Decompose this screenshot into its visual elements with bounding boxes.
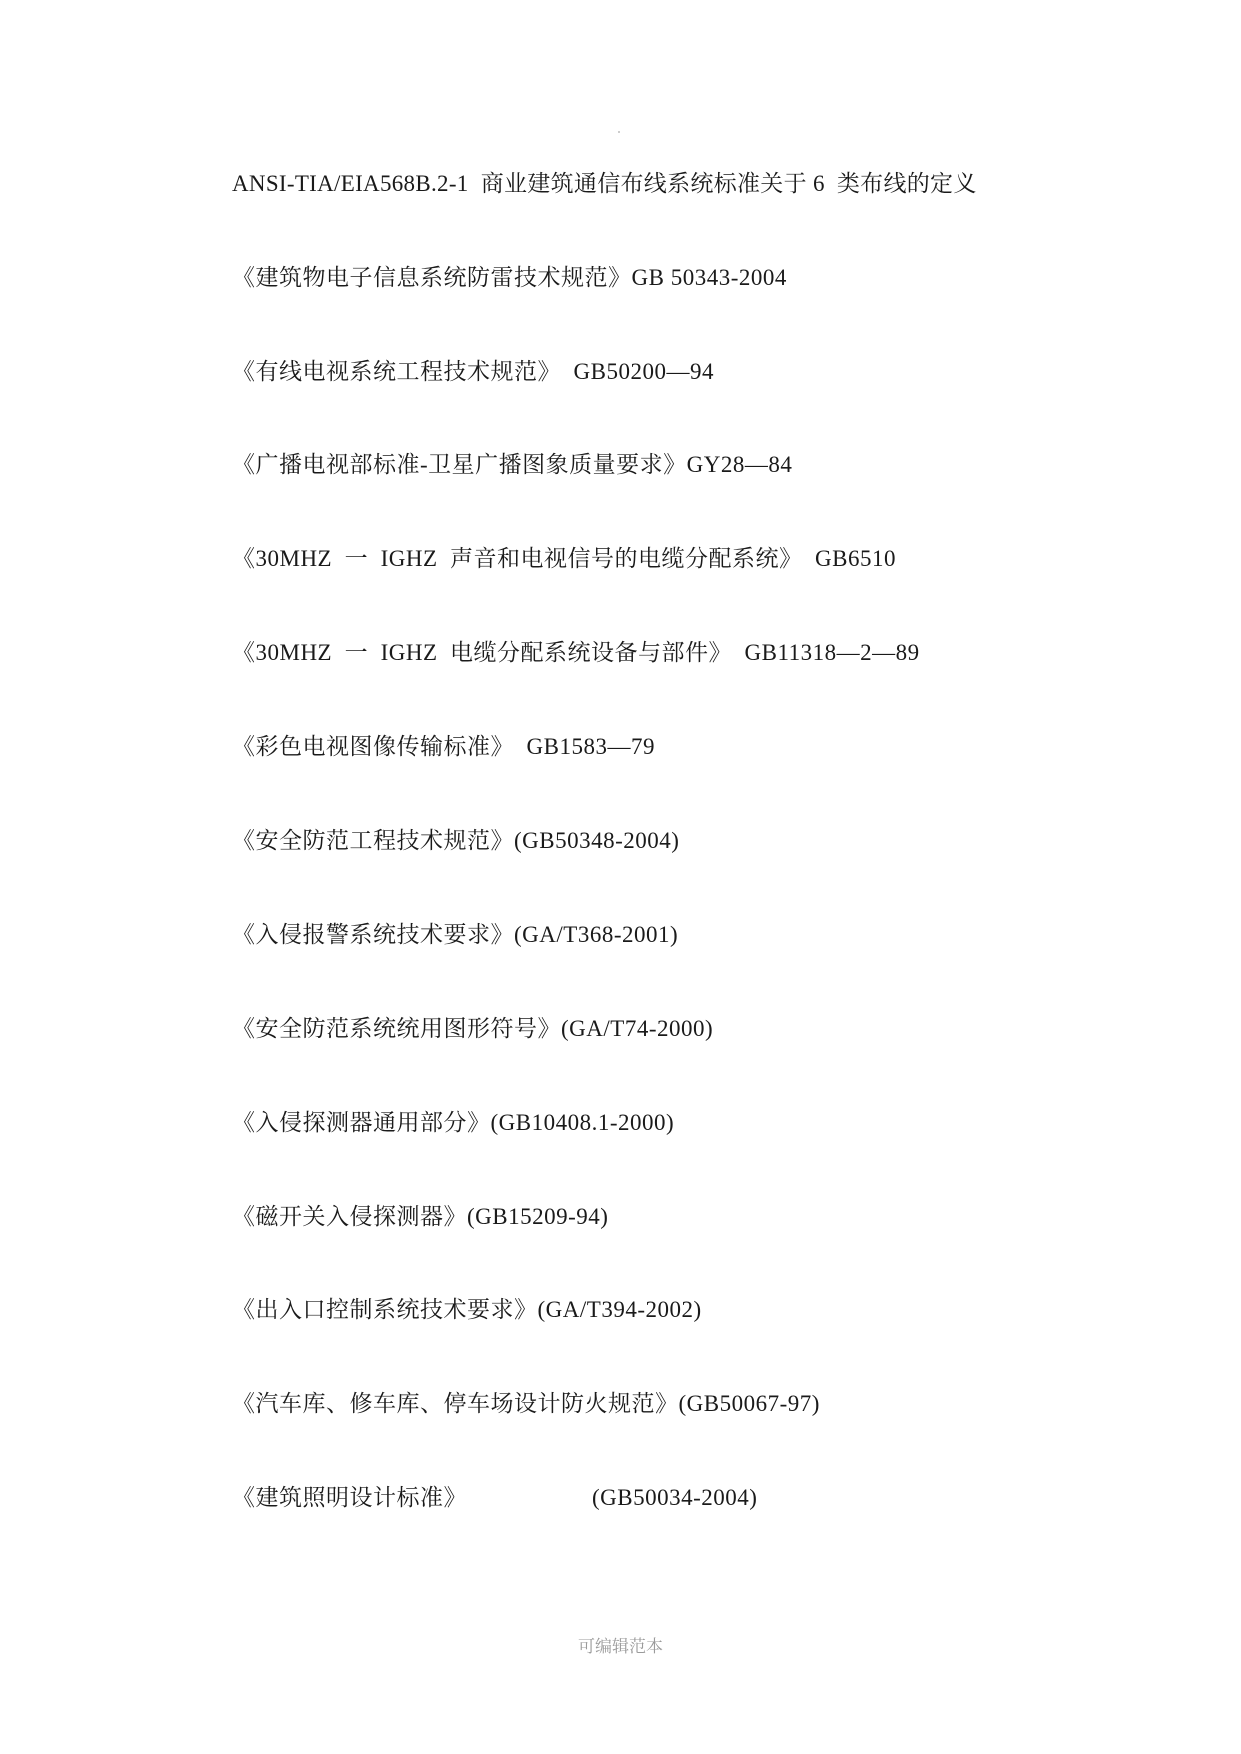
standard-line-2: 《建筑物电子信息系统防雷技术规范》GB 50343-2004 bbox=[232, 265, 787, 290]
standard-line-12: 《磁开关入侵探测器》(GB15209-94) bbox=[232, 1204, 609, 1229]
standard-line-6: 《30MHZ 一 IGHZ 电缆分配系统设备与部件》 GB11318—2—89 bbox=[232, 640, 920, 665]
standard-line-5: 《30MHZ 一 IGHZ 声音和电视信号的电缆分配系统》 GB6510 bbox=[232, 546, 896, 571]
footer-label: 可编辑范本 bbox=[578, 1637, 663, 1657]
header-mark bbox=[618, 131, 620, 133]
standard-line-15: 《建筑照明设计标准》 (GB50034-2004) bbox=[232, 1485, 758, 1510]
standard-line-14: 《汽车库、修车库、停车场设计防火规范》(GB50067-97) bbox=[232, 1391, 820, 1416]
standard-line-1: ANSI-TIA/EIA568B.2-1 商业建筑通信布线系统标准关于 6 类布线的定义 bbox=[232, 171, 977, 196]
standard-line-13: 《出入口控制系统技术要求》(GA/T394-2002) bbox=[232, 1297, 702, 1322]
standard-line-7: 《彩色电视图像传输标准》 GB1583—79 bbox=[232, 734, 655, 759]
standard-line-8: 《安全防范工程技术规范》(GB50348-2004) bbox=[232, 828, 680, 853]
standard-line-3: 《有线电视系统工程技术规范》 GB50200—94 bbox=[232, 359, 714, 384]
standard-line-9: 《入侵报警系统技术要求》(GA/T368-2001) bbox=[232, 922, 679, 947]
standard-line-11: 《入侵探测器通用部分》(GB10408.1-2000) bbox=[232, 1110, 675, 1135]
standard-line-4: 《广播电视部标准-卫星广播图象质量要求》GY28—84 bbox=[232, 452, 793, 477]
standard-line-10: 《安全防范系统统用图形符号》(GA/T74-2000) bbox=[232, 1016, 714, 1041]
